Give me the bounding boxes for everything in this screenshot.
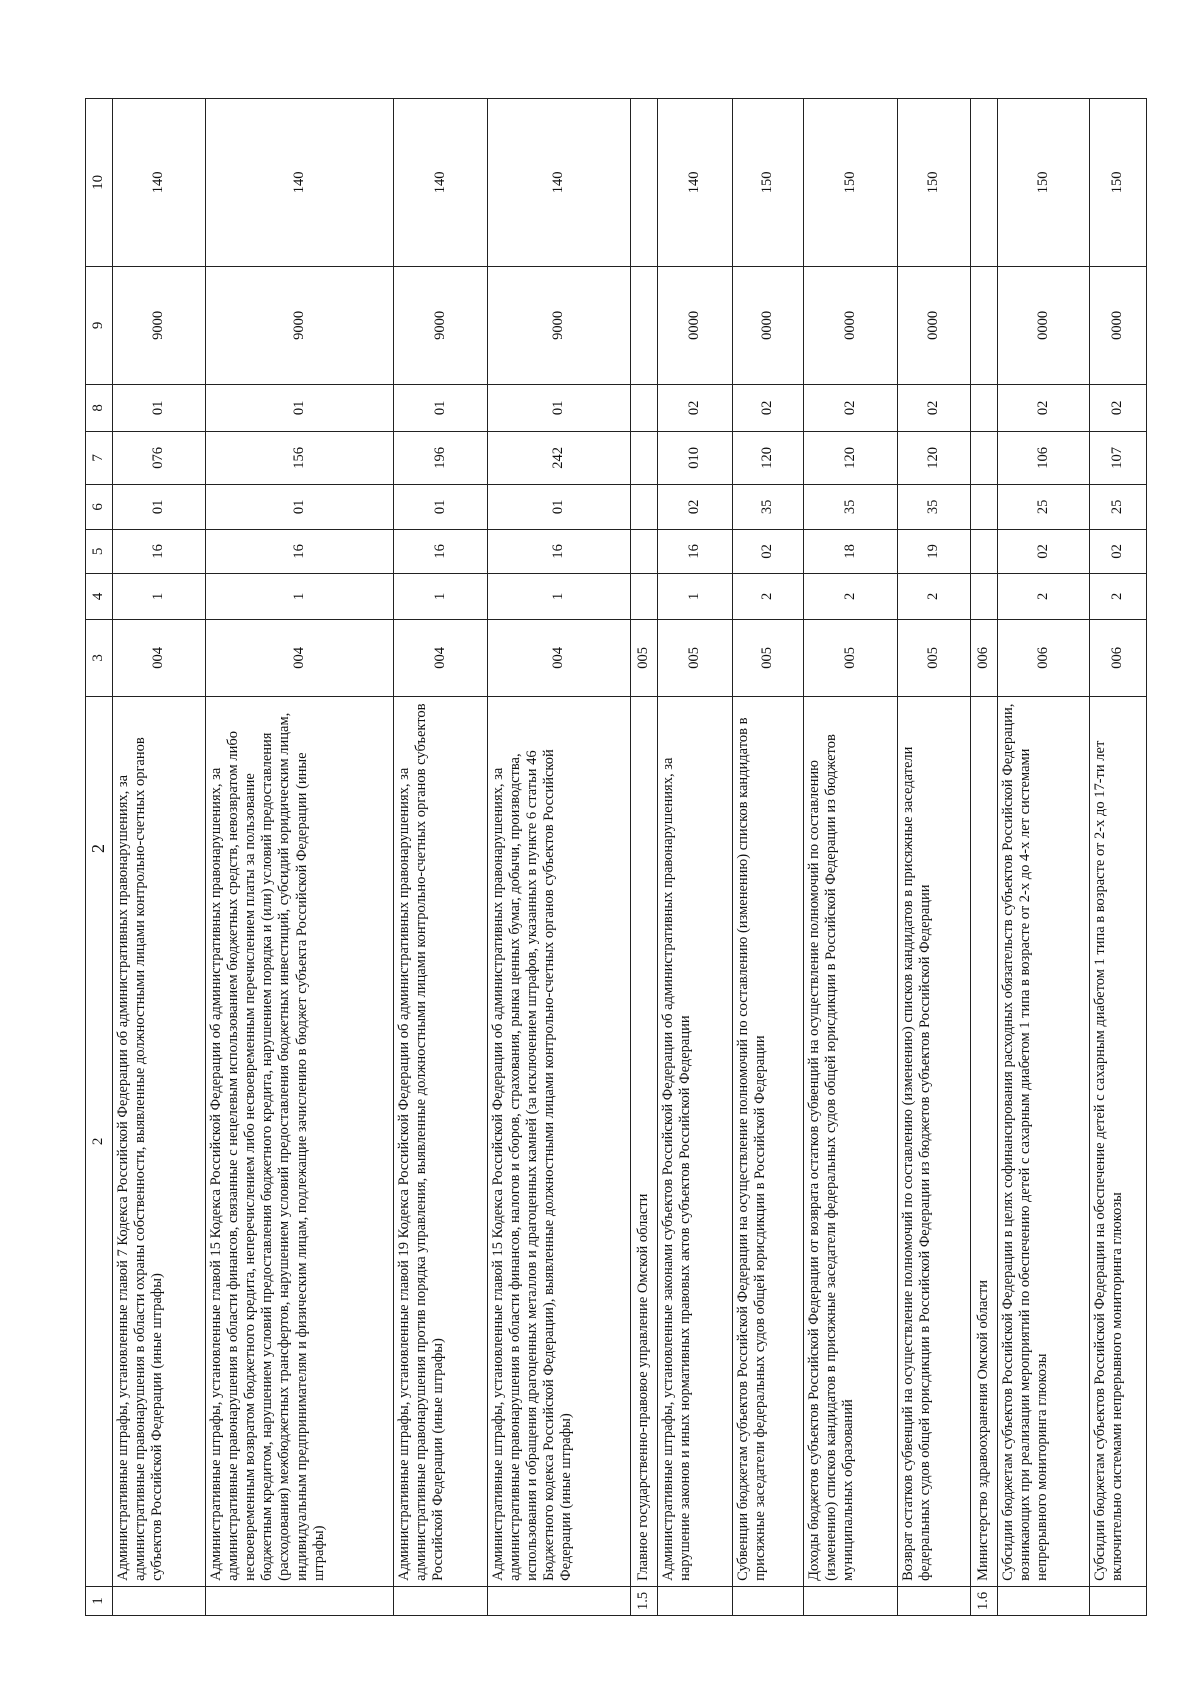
cell-description: Субсидии бюджетам субъектов Российской Федерации на обеспечение детей с сахарным диабетом 1 типа в возрасте от 2-х до 17-ти лет включительно системами непрерывного мониторинга глюкозы bbox=[1090, 696, 1147, 1586]
column-header-8: 8 bbox=[86, 384, 113, 431]
cell-classification: 150 bbox=[898, 98, 971, 266]
revenue-codes-table bbox=[85, 98, 1147, 1616]
cell-group: 1 bbox=[658, 573, 733, 619]
cell-admin-code: 005 bbox=[733, 619, 804, 696]
cell-element bbox=[971, 384, 998, 431]
column-header-10: 10 bbox=[86, 98, 113, 266]
cell-subarticle: 106 bbox=[998, 431, 1090, 484]
cell-group: 1 bbox=[206, 573, 394, 619]
cell-element: 01 bbox=[394, 384, 488, 431]
cell-admin-code: 005 bbox=[898, 619, 971, 696]
cell-article bbox=[631, 484, 658, 529]
cell-group bbox=[631, 573, 658, 619]
cell-program: 0000 bbox=[804, 266, 898, 384]
cell-description: Субвенции бюджетам субъектов Российской Федерации на осуществление полномочий по составлению (изменению) списков кандидатов в присяжные заседатели федеральных судов общей юрисдикции в Российской Федерации bbox=[733, 696, 804, 1586]
column-header-4: 4 bbox=[86, 573, 113, 619]
table-row bbox=[998, 98, 1090, 1615]
cell-num bbox=[488, 1586, 631, 1615]
cell-group: 2 bbox=[1090, 573, 1147, 619]
cell-element bbox=[631, 384, 658, 431]
cell-classification bbox=[631, 98, 658, 266]
cell-article: 35 bbox=[898, 484, 971, 529]
cell-subarticle: 107 bbox=[1090, 431, 1147, 484]
cell-program: 0000 bbox=[1090, 266, 1147, 384]
cell-element: 02 bbox=[898, 384, 971, 431]
cell-admin-code: 004 bbox=[206, 619, 394, 696]
cell-group: 2 bbox=[998, 573, 1090, 619]
cell-num bbox=[658, 1586, 733, 1615]
cell-num: 1.5 bbox=[631, 1586, 658, 1615]
cell-article: 02 bbox=[658, 484, 733, 529]
cell-num bbox=[898, 1586, 971, 1615]
table-row bbox=[488, 98, 631, 1615]
cell-element: 01 bbox=[113, 384, 206, 431]
cell-num bbox=[998, 1586, 1090, 1615]
cell-description: Министерство здравоохранения Омской области bbox=[971, 696, 998, 1586]
cell-element: 02 bbox=[658, 384, 733, 431]
cell-classification: 150 bbox=[804, 98, 898, 266]
cell-description: Административные штрафы, установленные главой 15 Кодекса Российской Федерации об административных правонарушениях, за административные правонарушения в области финансов, связанные с нецелевым использованием бюджетных средств, невозвратом либо несвоевременным возвратом бюджетного кредита, неперечислением либо несвоевременным перечислением платы за пользование бюджетным кредитом, нарушением условий предоставления бюджетного кредита, нарушением порядка и (или) условий предоставления (расходования) межбюджетных трансфертов, нарушением условий предоставления бюджетных инвестиций, субсидий юридическим лицам, индивидуальным предпринимателям и физическим лицам, подлежащие зачислению в бюджет субъекта Российской Федерации (иные штрафы) bbox=[206, 696, 394, 1586]
table-body bbox=[86, 98, 1147, 1615]
cell-num bbox=[804, 1586, 898, 1615]
cell-group: 2 bbox=[804, 573, 898, 619]
cell-admin-code: 004 bbox=[488, 619, 631, 696]
cell-admin-code: 006 bbox=[1090, 619, 1147, 696]
cell-description: Возврат остатков субвенций на осуществление полномочий по составлению (изменению) списков кандидатов в присяжные заседатели федеральных судов общей юрисдикции в Российской Федерации из бюджетов субъектов Российской Федерации bbox=[898, 696, 971, 1586]
cell-classification: 140 bbox=[488, 98, 631, 266]
cell-article: 35 bbox=[733, 484, 804, 529]
cell-classification: 140 bbox=[113, 98, 206, 266]
cell-subgroup: 16 bbox=[658, 529, 733, 573]
cell-subarticle: 010 bbox=[658, 431, 733, 484]
table-row bbox=[1090, 98, 1147, 1615]
cell-description: Административные штрафы, установленные законами субъектов Российской Федерации об административных правонарушениях, за нарушение законов и иных нормативных правовых актов субъектов Российской Федерации bbox=[658, 696, 733, 1586]
cell-subgroup: 02 bbox=[1090, 529, 1147, 573]
cell-description: Административные штрафы, установленные главой 7 Кодекса Российской Федерации об административных правонарушениях, за административные правонарушения в области охраны собственности, выявленные должностными лицами контрольно-счетных органов субъектов Российской Федерации (иные штрафы) bbox=[113, 696, 206, 1586]
cell-group: 1 bbox=[394, 573, 488, 619]
cell-subarticle: 120 bbox=[898, 431, 971, 484]
cell-subgroup: 16 bbox=[488, 529, 631, 573]
cell-group: 2 bbox=[733, 573, 804, 619]
cell-group: 2 bbox=[898, 573, 971, 619]
cell-subarticle bbox=[631, 431, 658, 484]
column-header-2: 2 bbox=[86, 696, 113, 1586]
cell-subgroup: 02 bbox=[733, 529, 804, 573]
cell-article: 35 bbox=[804, 484, 898, 529]
table-row bbox=[394, 98, 488, 1615]
section-row bbox=[971, 98, 998, 1615]
cell-element: 02 bbox=[733, 384, 804, 431]
cell-description: Главное государственно-правовое управление Омской области bbox=[631, 696, 658, 1586]
cell-program: 9000 bbox=[394, 266, 488, 384]
cell-admin-code: 006 bbox=[998, 619, 1090, 696]
column-header-5: 5 bbox=[86, 529, 113, 573]
table-row bbox=[733, 98, 804, 1615]
cell-article: 01 bbox=[206, 484, 394, 529]
cell-description: Административные штрафы, установленные главой 15 Кодекса Российской Федерации об административных правонарушениях, за административные правонарушения в области финансов, налогов и сборов, страхования, рынка ценных бумаг, добычи, производства, использования и обращения драгоценных металлов и драгоценных камней (за исключением штрафов, указанных в пункте 6 статьи 46 Бюджетного кодекса Российской Федерации), выявленные должностными лицами контрольно-счетных органов субъектов Российской Федерации (иные штрафы) bbox=[488, 696, 631, 1586]
cell-subgroup bbox=[631, 529, 658, 573]
cell-subarticle: 120 bbox=[804, 431, 898, 484]
cell-subarticle: 242 bbox=[488, 431, 631, 484]
column-header-6: 6 bbox=[86, 484, 113, 529]
cell-subgroup: 16 bbox=[113, 529, 206, 573]
cell-admin-code: 005 bbox=[631, 619, 658, 696]
table-row bbox=[658, 98, 733, 1615]
column-header-7: 7 bbox=[86, 431, 113, 484]
cell-article: 01 bbox=[394, 484, 488, 529]
cell-classification: 150 bbox=[998, 98, 1090, 266]
cell-admin-code: 004 bbox=[394, 619, 488, 696]
section-row bbox=[631, 98, 658, 1615]
cell-program: 9000 bbox=[488, 266, 631, 384]
table-row bbox=[804, 98, 898, 1615]
cell-subarticle: 156 bbox=[206, 431, 394, 484]
column-header-1: 1 bbox=[86, 1586, 113, 1615]
cell-article: 01 bbox=[488, 484, 631, 529]
cell-element: 01 bbox=[206, 384, 394, 431]
cell-element: 02 bbox=[998, 384, 1090, 431]
cell-subarticle bbox=[971, 431, 998, 484]
cell-group: 1 bbox=[113, 573, 206, 619]
cell-element: 02 bbox=[1090, 384, 1147, 431]
cell-program bbox=[971, 266, 998, 384]
header-row bbox=[86, 98, 113, 1615]
cell-program: 9000 bbox=[113, 266, 206, 384]
cell-admin-code: 005 bbox=[804, 619, 898, 696]
cell-subarticle: 196 bbox=[394, 431, 488, 484]
table-row bbox=[898, 98, 971, 1615]
cell-program: 0000 bbox=[898, 266, 971, 384]
cell-subgroup: 16 bbox=[394, 529, 488, 573]
cell-subarticle: 120 bbox=[733, 431, 804, 484]
cell-admin-code: 006 bbox=[971, 619, 998, 696]
cell-article: 25 bbox=[1090, 484, 1147, 529]
cell-num bbox=[394, 1586, 488, 1615]
cell-group: 1 bbox=[488, 573, 631, 619]
cell-element: 01 bbox=[488, 384, 631, 431]
cell-group bbox=[971, 573, 998, 619]
cell-classification bbox=[971, 98, 998, 266]
cell-admin-code: 004 bbox=[113, 619, 206, 696]
cell-program: 0000 bbox=[998, 266, 1090, 384]
cell-element: 02 bbox=[804, 384, 898, 431]
cell-program: 0000 bbox=[733, 266, 804, 384]
cell-num: 1.6 bbox=[971, 1586, 998, 1615]
column-header-9: 9 bbox=[86, 266, 113, 384]
cell-classification: 150 bbox=[733, 98, 804, 266]
cell-num bbox=[733, 1586, 804, 1615]
cell-classification: 150 bbox=[1090, 98, 1147, 266]
cell-admin-code: 005 bbox=[658, 619, 733, 696]
cell-num bbox=[1090, 1586, 1147, 1615]
cell-subgroup: 16 bbox=[206, 529, 394, 573]
cell-program bbox=[631, 266, 658, 384]
cell-subgroup: 18 bbox=[804, 529, 898, 573]
cell-classification: 140 bbox=[394, 98, 488, 266]
cell-article: 01 bbox=[113, 484, 206, 529]
cell-subgroup: 19 bbox=[898, 529, 971, 573]
cell-num bbox=[113, 1586, 206, 1615]
cell-classification: 140 bbox=[658, 98, 733, 266]
table-row bbox=[113, 98, 206, 1615]
cell-program: 9000 bbox=[206, 266, 394, 384]
table-row bbox=[206, 98, 394, 1615]
cell-description: Субсидии бюджетам субъектов Российской Федерации в целях софинансирования расходных обязательств субъектов Российской Федерации, возникающих при реализации мероприятий по обеспечению детей с сахарным диабетом 1 типа в возрасте от 2-х до 4-х лет системами непрерывного мониторинга глюкозы bbox=[998, 696, 1090, 1586]
cell-program: 0000 bbox=[658, 266, 733, 384]
cell-article: 25 bbox=[998, 484, 1090, 529]
cell-description: Административные штрафы, установленные главой 19 Кодекса Российской Федерации об административных правонарушениях, за административные правонарушения против порядка управления, выявленные должностными лицами контрольно-счетных органов субъектов Российской Федерации (иные штрафы) bbox=[394, 696, 488, 1586]
cell-subgroup: 02 bbox=[998, 529, 1090, 573]
page-number: 2 bbox=[88, 844, 108, 853]
cell-classification: 140 bbox=[206, 98, 394, 266]
cell-num bbox=[206, 1586, 394, 1615]
cell-subarticle: 076 bbox=[113, 431, 206, 484]
cell-description: Доходы бюджетов субъектов Российской Федерации от возврата остатков субвенций на осуществление полномочий по составлению (изменению) списков кандидатов в присяжные заседатели федеральных судов общей юрисдикции в Российской Федерации из бюджетов муниципальных образований bbox=[804, 696, 898, 1586]
column-header-3: 3 bbox=[86, 619, 113, 696]
cell-subgroup bbox=[971, 529, 998, 573]
cell-article bbox=[971, 484, 998, 529]
